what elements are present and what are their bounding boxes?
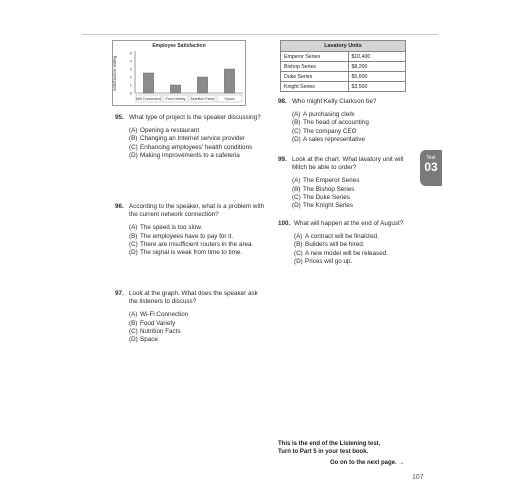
- option-letter: (C): [129, 327, 138, 335]
- question-97: [115, 290, 265, 344]
- option-letter: (B): [294, 241, 303, 249]
- chart-y-axis-label: satisfaction rating: [112, 55, 118, 92]
- end-of-listening-notice: [278, 440, 380, 456]
- option-letter: (D): [292, 135, 301, 143]
- x-tick-label: Nutrition Facts: [190, 97, 215, 101]
- option-text: The head of accounting: [303, 119, 369, 127]
- table-row: [281, 52, 406, 62]
- x-tick-label: Wifi Connection: [135, 97, 162, 101]
- question-number: 96.: [115, 203, 124, 210]
- options-list: [129, 224, 265, 257]
- series-price: $8,200: [348, 62, 406, 72]
- option-letter: (B): [292, 185, 301, 193]
- lavatory-units-table: [280, 40, 406, 92]
- question-stem: Look at the graph. What does the speaker ask the listeners to discuss?: [129, 290, 258, 306]
- tab-number: 03: [424, 160, 438, 174]
- question-number: 97.: [115, 290, 124, 297]
- table-title: Lavatory Units: [281, 41, 406, 52]
- option-letter: (A): [294, 233, 303, 241]
- series-price: $3,500: [348, 82, 406, 92]
- question-number: 98.: [278, 98, 287, 105]
- question-95: [115, 114, 265, 160]
- option-letter: (A): [129, 127, 138, 135]
- option-text: A new model will be released.: [305, 249, 388, 257]
- option-d[interactable]: [129, 152, 265, 160]
- options-list: [129, 127, 265, 160]
- option-letter: (C): [292, 127, 301, 135]
- option-text: Making improvements to a cafeteria: [140, 151, 240, 159]
- chart-title: Employee Satisfaction: [152, 43, 206, 49]
- option-b[interactable]: [292, 186, 418, 194]
- question-number: 100.: [278, 220, 291, 227]
- option-text: The Bishop Series: [303, 185, 355, 193]
- question-96: [115, 203, 265, 257]
- options-list: [292, 177, 418, 210]
- option-text: The Duke Series: [303, 193, 350, 201]
- option-text: Enhancing employees' health conditions: [140, 143, 253, 151]
- y-tick-label: 4: [129, 58, 132, 64]
- option-text: A sales representative: [303, 135, 365, 143]
- option-text: The Knight Series: [303, 202, 354, 210]
- go-on-next-page: Go on to the next page. →: [330, 460, 405, 466]
- option-text: Space: [140, 336, 158, 344]
- option-letter: (C): [129, 240, 138, 248]
- option-b[interactable]: [292, 119, 418, 127]
- question-number: 95.: [115, 114, 124, 121]
- y-tick-label: 2: [129, 74, 132, 80]
- option-a[interactable]: [129, 127, 265, 135]
- option-a[interactable]: [292, 111, 418, 119]
- question-number: 99.: [278, 156, 287, 163]
- question-stem: What will happen at the end of August?: [294, 220, 404, 227]
- x-tick-label: Food Variety: [165, 97, 186, 101]
- end-note-line-1: This is the end of the Listening test.: [278, 441, 381, 447]
- option-text: Food Variety: [140, 319, 176, 327]
- option-text: The Emperor Series: [303, 177, 360, 185]
- option-letter: (D): [129, 336, 138, 344]
- y-tick-label: 1: [129, 82, 132, 88]
- question-stem: Who might Kelly Clarkson be?: [292, 98, 377, 105]
- option-b[interactable]: [129, 233, 265, 241]
- option-text: Opening a restaurant: [140, 127, 200, 135]
- option-text: The speed is too slow.: [140, 224, 203, 232]
- option-b[interactable]: [294, 241, 418, 249]
- table-row: [281, 62, 406, 72]
- option-letter: (D): [294, 257, 303, 265]
- table-row: [281, 82, 406, 92]
- option-letter: (A): [292, 111, 301, 119]
- option-letter: (C): [294, 249, 303, 257]
- option-c[interactable]: [292, 194, 418, 202]
- option-b[interactable]: [129, 320, 265, 328]
- option-text: Nutrition Facts: [140, 327, 181, 335]
- option-text: Changing an Internet service provider: [140, 135, 246, 143]
- option-text: The employees have to pay for it.: [140, 232, 234, 240]
- options-list: [292, 111, 418, 144]
- option-text: Builders will be hired.: [305, 241, 365, 249]
- question-100: [278, 220, 418, 266]
- y-tick-label: 3: [129, 66, 132, 72]
- end-note-line-2: Turn to Part 5 in your test book.: [278, 449, 369, 455]
- option-letter: (D): [129, 249, 138, 257]
- option-letter: (A): [292, 177, 301, 185]
- page-number: 107: [412, 474, 424, 481]
- option-text: The signal is weak from time to time.: [140, 249, 243, 257]
- option-text: There are insufficient routers in the area.: [140, 240, 254, 248]
- satisfaction-chart: [112, 40, 246, 106]
- series-price: $5,600: [348, 72, 406, 82]
- option-letter: (B): [129, 135, 138, 143]
- option-letter: (A): [129, 224, 138, 232]
- y-tick-label: 5: [129, 50, 132, 56]
- bar-nutrition-facts: [197, 77, 207, 93]
- options-list: [129, 311, 265, 344]
- option-b[interactable]: [129, 135, 265, 143]
- option-text: Prices will go up.: [305, 257, 353, 265]
- option-d[interactable]: [294, 258, 418, 266]
- option-letter: (D): [292, 202, 301, 210]
- option-d[interactable]: [292, 136, 418, 144]
- option-letter: (B): [292, 119, 301, 127]
- option-c[interactable]: [129, 144, 265, 152]
- option-a[interactable]: [129, 224, 265, 232]
- series-name: Knight Series: [281, 82, 349, 92]
- option-letter: (C): [129, 143, 138, 151]
- series-name: Emperor Series: [281, 52, 349, 62]
- tab-word: Test: [426, 155, 436, 161]
- question-stem: What type of project is the speaker discussing?: [129, 114, 261, 121]
- options-list: [294, 233, 418, 266]
- option-text: A contract will be finalized.: [305, 233, 379, 241]
- question-99: [278, 156, 418, 210]
- table-row: [281, 72, 406, 82]
- option-letter: (D): [129, 151, 138, 159]
- top-rule: [82, 34, 438, 35]
- option-c[interactable]: [129, 241, 265, 249]
- series-name: Duke Series: [281, 72, 349, 82]
- option-c[interactable]: [292, 128, 418, 136]
- x-tick-label: Space: [224, 97, 235, 101]
- question-98: [278, 98, 418, 144]
- series-name: Bishop Series: [281, 62, 349, 72]
- option-a[interactable]: [129, 311, 265, 319]
- option-d[interactable]: [129, 336, 265, 344]
- option-a[interactable]: [294, 233, 418, 241]
- option-text: A purchasing clerk: [303, 111, 355, 119]
- test-number-tab: [420, 150, 442, 186]
- bar-space: [224, 69, 234, 93]
- option-a[interactable]: [292, 177, 418, 185]
- option-letter: (B): [129, 319, 138, 327]
- option-letter: (A): [129, 311, 138, 319]
- option-text: The company CEO: [303, 127, 357, 135]
- option-d[interactable]: [129, 249, 265, 257]
- option-c[interactable]: [294, 250, 418, 258]
- series-price: $10,400: [348, 52, 406, 62]
- option-c[interactable]: [129, 328, 265, 336]
- option-letter: (C): [292, 193, 301, 201]
- option-text: Wi-Fi Connection: [140, 311, 189, 319]
- question-stem: According to the speaker, what is a problem with the current network connection?: [129, 203, 265, 219]
- bar-wifi-connection: [143, 73, 153, 93]
- option-d[interactable]: [292, 202, 418, 210]
- bar-food-variety: [170, 85, 180, 93]
- question-stem: Look at the chart. What lavatory unit will Mitch be able to order?: [292, 156, 404, 172]
- chart-plot: [113, 41, 247, 107]
- y-tick-label: 0: [129, 90, 132, 96]
- option-letter: (B): [129, 232, 138, 240]
